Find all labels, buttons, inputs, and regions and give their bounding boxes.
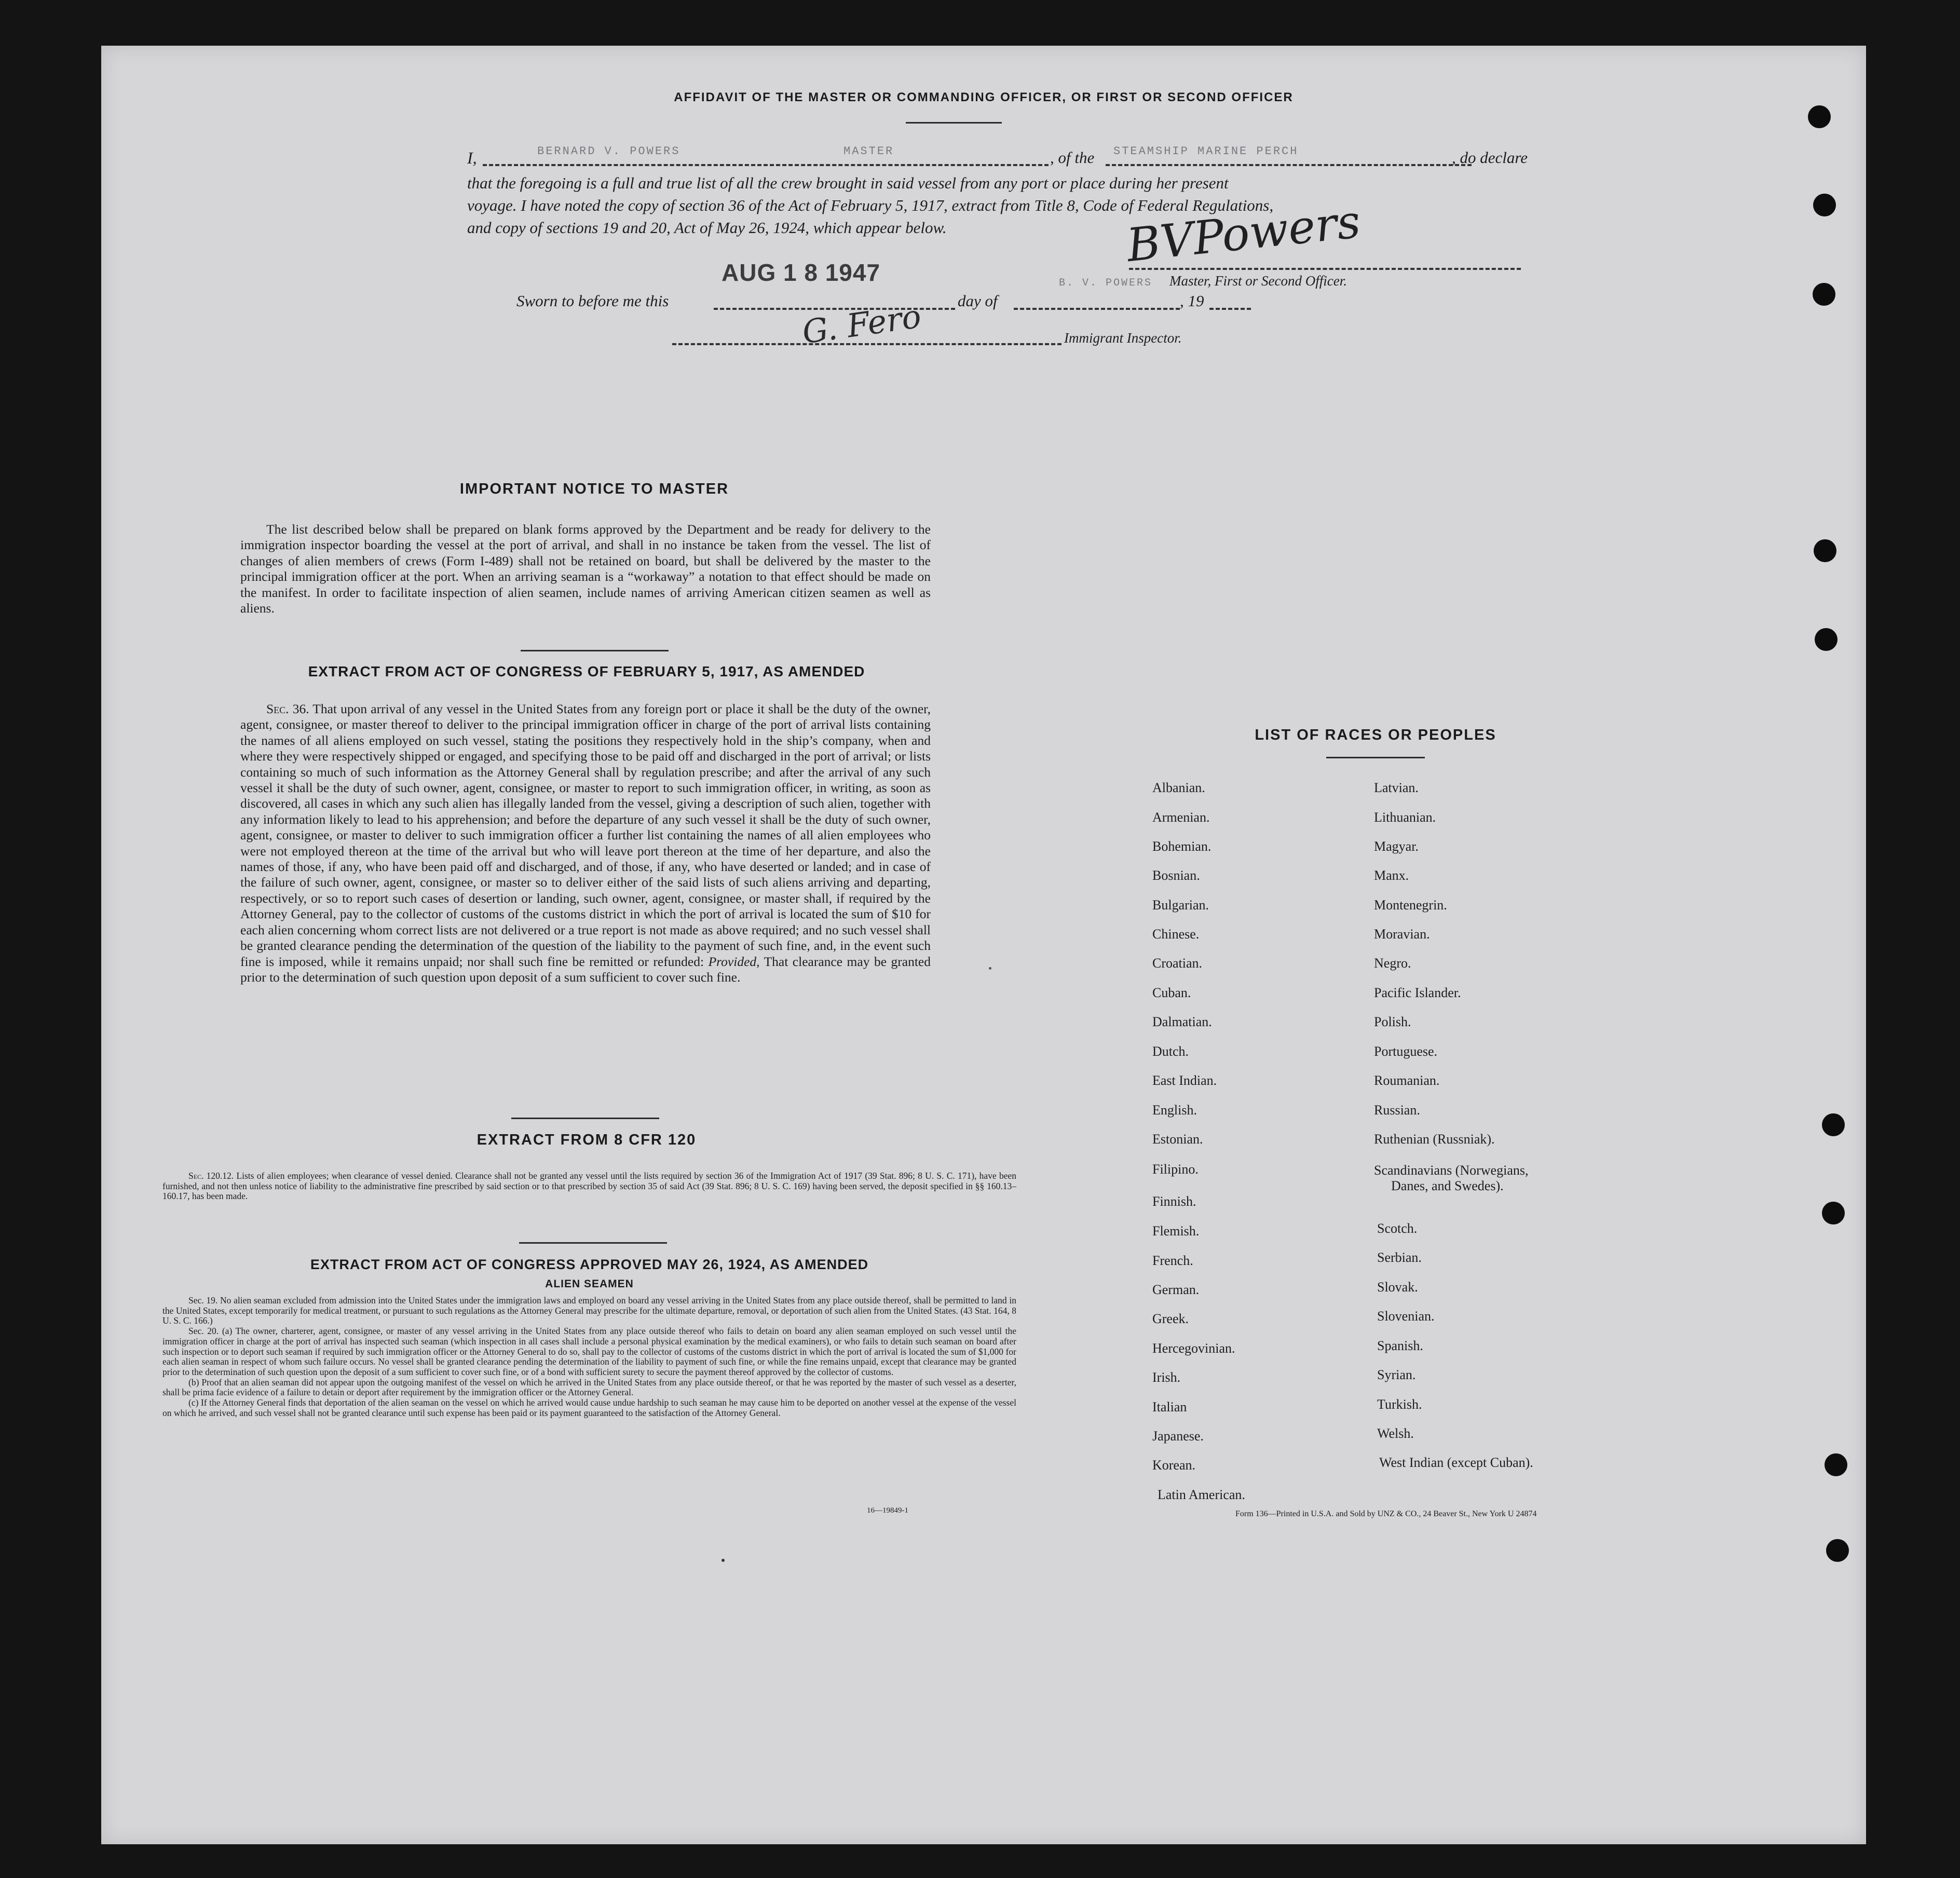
binder-hole bbox=[1813, 194, 1836, 216]
binder-hole bbox=[1808, 105, 1831, 128]
race-item: Manx. bbox=[1374, 868, 1409, 883]
race-item: Turkish. bbox=[1377, 1397, 1422, 1412]
race-item: Korean. bbox=[1152, 1458, 1196, 1473]
act-1924-form-code: 16—19849-1 bbox=[867, 1506, 908, 1515]
binder-hole bbox=[1814, 539, 1836, 562]
year-blank bbox=[1209, 308, 1251, 310]
sec-120-label: Sec. 120.12. bbox=[188, 1171, 234, 1181]
race-item: Greek. bbox=[1152, 1311, 1189, 1326]
extract-1917-body bbox=[240, 701, 931, 985]
sec-120-text: Lists of alien employees; when clearance of vessel denied. Clearance shall not be granted any vessel until the lists required by section 36 of the Immigration Act of 1917 (39 Stat. 896; 8 U. S. C. 171), have been furnished, and not then unless notice of liability to the administrative fine prescribed by said section or to that prescribed by section 35 of said Act (39 Stat. 896; 8 U. S. C. 169) having been served, the deposit specified in §§ 160.13–160.17, has been made. bbox=[162, 1171, 1016, 1202]
sec-36-text-end: That clearance may be granted prior to the determination of such question upon deposit of a sum sufficient to cover such fine. bbox=[240, 954, 931, 985]
cfr-title: EXTRACT FROM 8 CFR 120 bbox=[477, 1132, 697, 1148]
day-of-label: day of bbox=[958, 292, 998, 310]
notice-title: IMPORTANT NOTICE TO MASTER bbox=[459, 481, 729, 497]
race-item: German. bbox=[1152, 1282, 1200, 1297]
race-item: Bulgarian. bbox=[1152, 897, 1209, 913]
race-item: Dutch. bbox=[1152, 1044, 1189, 1059]
race-item: West Indian (except Cuban). bbox=[1379, 1455, 1533, 1470]
race-item: Slovak. bbox=[1377, 1280, 1418, 1295]
race-item: Italian bbox=[1152, 1399, 1187, 1414]
act-1924-body bbox=[162, 1296, 1016, 1418]
act-1924-title: EXTRACT FROM ACT OF CONGRESS APPROVED MAY 26, 1924, AS AMENDED bbox=[310, 1257, 869, 1272]
race-item: Filipino. bbox=[1152, 1162, 1199, 1177]
race-item: Welsh. bbox=[1377, 1426, 1414, 1441]
vessel-blank bbox=[1106, 164, 1472, 166]
extract-1917-title: EXTRACT FROM ACT OF CONGRESS OF FEBRUARY 5, 1917, AS AMENDED bbox=[308, 663, 865, 679]
affidavit-title: AFFIDAVIT OF THE MASTER OR COMMANDING OFFICER, OR FIRST OR SECOND OFFICER bbox=[674, 90, 1294, 104]
race-item: Scotch. bbox=[1377, 1221, 1418, 1236]
do-declare-label: , do declare bbox=[1452, 148, 1528, 167]
race-item: Chinese. bbox=[1152, 927, 1200, 942]
race-item: Flemish. bbox=[1152, 1223, 1200, 1239]
sec-20b-text: (b) Proof that an alien seaman did not appear upon the outgoing manifest of the vessel on which he arrived in the United States from any place outside thereof, or that he was reported by the master of such vessel as a deserter, shall be prima facie evidence of a failure to detain or deport after requirement by the immigration officer or the Attorney General. bbox=[162, 1377, 1016, 1398]
cfr-body bbox=[162, 1171, 1016, 1202]
race-item: Latin American. bbox=[1158, 1487, 1245, 1502]
race-item: English. bbox=[1152, 1103, 1197, 1118]
race-item: Japanese. bbox=[1152, 1428, 1204, 1444]
race-item: Syrian. bbox=[1377, 1367, 1416, 1382]
master-signature: BVPowers bbox=[1124, 194, 1363, 273]
race-item: Finnish. bbox=[1152, 1194, 1196, 1209]
race-item: Spanish. bbox=[1377, 1338, 1423, 1353]
race-item: Magyar. bbox=[1374, 839, 1419, 854]
cfr-divider bbox=[519, 1242, 667, 1244]
race-item: Cuban. bbox=[1152, 985, 1191, 1000]
race-item: Roumanian. bbox=[1374, 1073, 1440, 1088]
sec-36-text: That upon arrival of any vessel in the United States from any foreign port or place it shall be the duty of the owner, agent, consignee, or master thereof to deliver to the principal immigration officer in charge of the port of arrival lists containing the names of all aliens employed on such vessel, stating the positions they respectively hold in the ship’s company, when and where they were respectively shipped or engaged, and specifying those to be paid off and discharged in the port of arrival; or lists containing so much of such information as the Attorney General shall by regulation prescribe; and after the arrival of any such vessel it shall be the duty of such owner, agent, consignee, or master to report to such immigration officer, in writing, as soon as discovered, all cases in which any such alien has illegally landed from the vessel, giving a description of such alien, together with any information likely to lead to his apprehension; and before the departure of any such vessel it shall be the duty of such owner, agent, consignee, or master to deliver to such immigration officer a further list containing the names of all alien employees who were not employed thereon at the time of the arrival but who will leave port thereon at the time of her departure, and also the names of those, if any, who have been paid off and discharged, and of those, if any, who have deserted or landed; and in case of the failure of such owner, agent, consignee, or master so to deliver either of the said lists of such aliens arriving and departing, respectively, or so to report such cases of desertion or landing, such owner, agent, consignee, or master shall, if required by the Attorney General, pay to the collector of customs of the customs district in which the port of arrival is located the sum of $10 for each alien concerning whom correct lists are not delivered or a true report is not made as above required; and no such vessel shall be granted clearance pending the determination of the question of the liability to the payment of such fine, and, in the event such fine is imposed, while it remains unpaid; nor shall such fine be remitted or refunded: bbox=[240, 701, 931, 969]
race-item: Portuguese. bbox=[1374, 1044, 1438, 1059]
race-item: Ruthenian (Russniak). bbox=[1374, 1132, 1495, 1147]
inspector-blank bbox=[672, 343, 1061, 345]
provided-label: Provided, bbox=[708, 954, 760, 969]
sec-19-text: Sec. 19. No alien seaman excluded from admission into the United States under the immigration laws and employed on board any vessel arriving in the United States from any place outside thereof, shall be permitted to land in the United States, except temporarily for medical treatment, or pursuant to such regulations as the Attorney General may prescribe for the ultimate departure, removal, or deportation of such alien from the United States. (43 Stat. 164, 8 U. S. C. 166.) bbox=[162, 1295, 1016, 1326]
month-blank bbox=[1014, 308, 1180, 310]
notice-divider bbox=[521, 650, 669, 651]
year-prefix: , 19 bbox=[1180, 292, 1204, 310]
races-title: LIST OF RACES OR PEOPLES bbox=[1255, 727, 1496, 743]
race-item: Bohemian. bbox=[1152, 839, 1212, 854]
race-item: Negro. bbox=[1374, 956, 1411, 971]
race-item: Danes, and Swedes). bbox=[1391, 1178, 1504, 1193]
race-item: Pacific Islander. bbox=[1374, 985, 1461, 1000]
sec-36-label: Sec. 36. bbox=[266, 701, 309, 716]
binder-hole bbox=[1822, 1202, 1845, 1224]
binder-hole bbox=[1826, 1539, 1849, 1562]
race-item: Moravian. bbox=[1374, 927, 1430, 942]
sec-20a-text: Sec. 20. (a) The owner, charterer, agent, consignee, or master of any vessel arriving in the United States from any place outside thereof who fails to detain on board any alien seaman employed on such vessel until the immigration officer in charge at the port of arrival has inspected such seaman (which inspection in all cases shall include a personal physical examination by the medical examiners), or who fails to detain such seaman on board after such inspection or to deport such seaman if required by such immigration officer or the Attorney General to do so, shall pay to the collector of customs of the customs district in which the port of arrival is located the sum of $1,000 for each alien seaman in respect of whom such failure occurs. No vessel shall be granted clearance pending the determination of the liability to payment of such fine, or while the fine remains unpaid, except that clearance may be granted prior to the determination of such question upon the deposit of a sum sufficient to cover such fine, or of a bond with sufficient surety to secure the payment thereof approved by the collector of customs. bbox=[162, 1326, 1016, 1377]
race-item: French. bbox=[1152, 1253, 1193, 1268]
races-divider bbox=[1326, 757, 1425, 758]
binder-hole bbox=[1815, 628, 1837, 651]
act-1924-subtitle: ALIEN SEAMEN bbox=[545, 1278, 634, 1290]
speck bbox=[722, 1559, 725, 1562]
sec-20c-text: (c) If the Attorney General finds that deportation of the alien seaman on the vessel on which he arrived would cause undue hardship to such seaman he may cause him to be deported on another vessel at the expense of the vessel on which he arrived, and such vessel shall not be granted clearance until such expense has been paid or its payment guaranteed to the satisfaction of the Attorney General. bbox=[162, 1397, 1016, 1418]
typed-name: BERNARD V. POWERS bbox=[537, 145, 680, 158]
typed-signer: B. V. POWERS bbox=[1059, 277, 1153, 289]
race-item: Montenegrin. bbox=[1374, 897, 1447, 913]
name-blank bbox=[483, 164, 1049, 166]
officer-caption: Master, First or Second Officer. bbox=[1169, 273, 1347, 289]
race-item: Polish. bbox=[1374, 1014, 1411, 1029]
date-stamp: AUG 1 8 1947 bbox=[722, 259, 881, 286]
race-item: Armenian. bbox=[1152, 810, 1210, 825]
binder-hole bbox=[1813, 283, 1835, 306]
race-item: East Indian. bbox=[1152, 1073, 1217, 1088]
i-label: I, bbox=[467, 148, 477, 167]
race-item: Russian. bbox=[1374, 1103, 1420, 1118]
of-the-label: , of the bbox=[1050, 148, 1095, 167]
affidavit-line-3: voyage. I have noted the copy of section 36 of the Act of February 5, 1917, extract from Title 8, Code of Federal Regulations, bbox=[467, 196, 1274, 214]
race-item: Scandinavians (Norwegians, bbox=[1374, 1163, 1529, 1178]
title-divider bbox=[906, 122, 1002, 124]
inspector-signature: G. Fero bbox=[800, 297, 923, 351]
race-item: Hercegovinian. bbox=[1152, 1341, 1235, 1356]
sworn-text: Sworn to before me this bbox=[516, 292, 669, 310]
race-item: Lithuanian. bbox=[1374, 810, 1436, 825]
race-item: Croatian. bbox=[1152, 956, 1203, 971]
race-item: Irish. bbox=[1152, 1370, 1181, 1385]
affidavit-line-2: that the foregoing is a full and true list of all the crew brought in said vessel from any port or place during her present bbox=[467, 174, 1229, 192]
document-page bbox=[101, 46, 1866, 1844]
race-item: Bosnian. bbox=[1152, 868, 1200, 883]
notice-body bbox=[240, 522, 931, 616]
race-item: Dalmatian. bbox=[1152, 1014, 1212, 1029]
race-item: Slovenian. bbox=[1377, 1309, 1435, 1324]
inspector-caption: Immigrant Inspector. bbox=[1064, 330, 1182, 346]
race-item: Serbian. bbox=[1377, 1250, 1422, 1265]
race-item: Albanian. bbox=[1152, 780, 1205, 795]
binder-hole bbox=[1825, 1453, 1847, 1476]
affidavit-line-4: and copy of sections 19 and 20, Act of May 26, 1924, which appear below. bbox=[467, 219, 947, 237]
speck bbox=[989, 967, 991, 970]
race-item: Latvian. bbox=[1374, 780, 1419, 795]
race-item: Estonian. bbox=[1152, 1132, 1203, 1147]
typed-vessel: STEAMSHIP MARINE PERCH bbox=[1113, 145, 1299, 158]
notice-text: The list described below shall be prepared on blank forms approved by the Department and be ready for delivery to the immigration inspector boarding the vessel at the port of arrival, and shall in no instance be taken from the vessel. The list of changes of alien members of crews (Form I-489) shall not be retained on board, but shall be delivered by the master to the principal immigration officer at the port. When an arriving seaman is a “workaway” a notation to that effect should be made on the manifest. In order to facilitate inspection of alien seamen, include names of arriving American citizen seamen as well as aliens. bbox=[240, 522, 931, 616]
binder-hole bbox=[1822, 1113, 1845, 1136]
signature-blank bbox=[1129, 268, 1521, 270]
extract-1917-divider bbox=[511, 1118, 659, 1119]
form-line: Form 136—Printed in U.S.A. and Sold by UNZ & CO., 24 Beaver St., New York U 24874 bbox=[1235, 1509, 1537, 1518]
typed-rank: MASTER bbox=[843, 145, 894, 158]
